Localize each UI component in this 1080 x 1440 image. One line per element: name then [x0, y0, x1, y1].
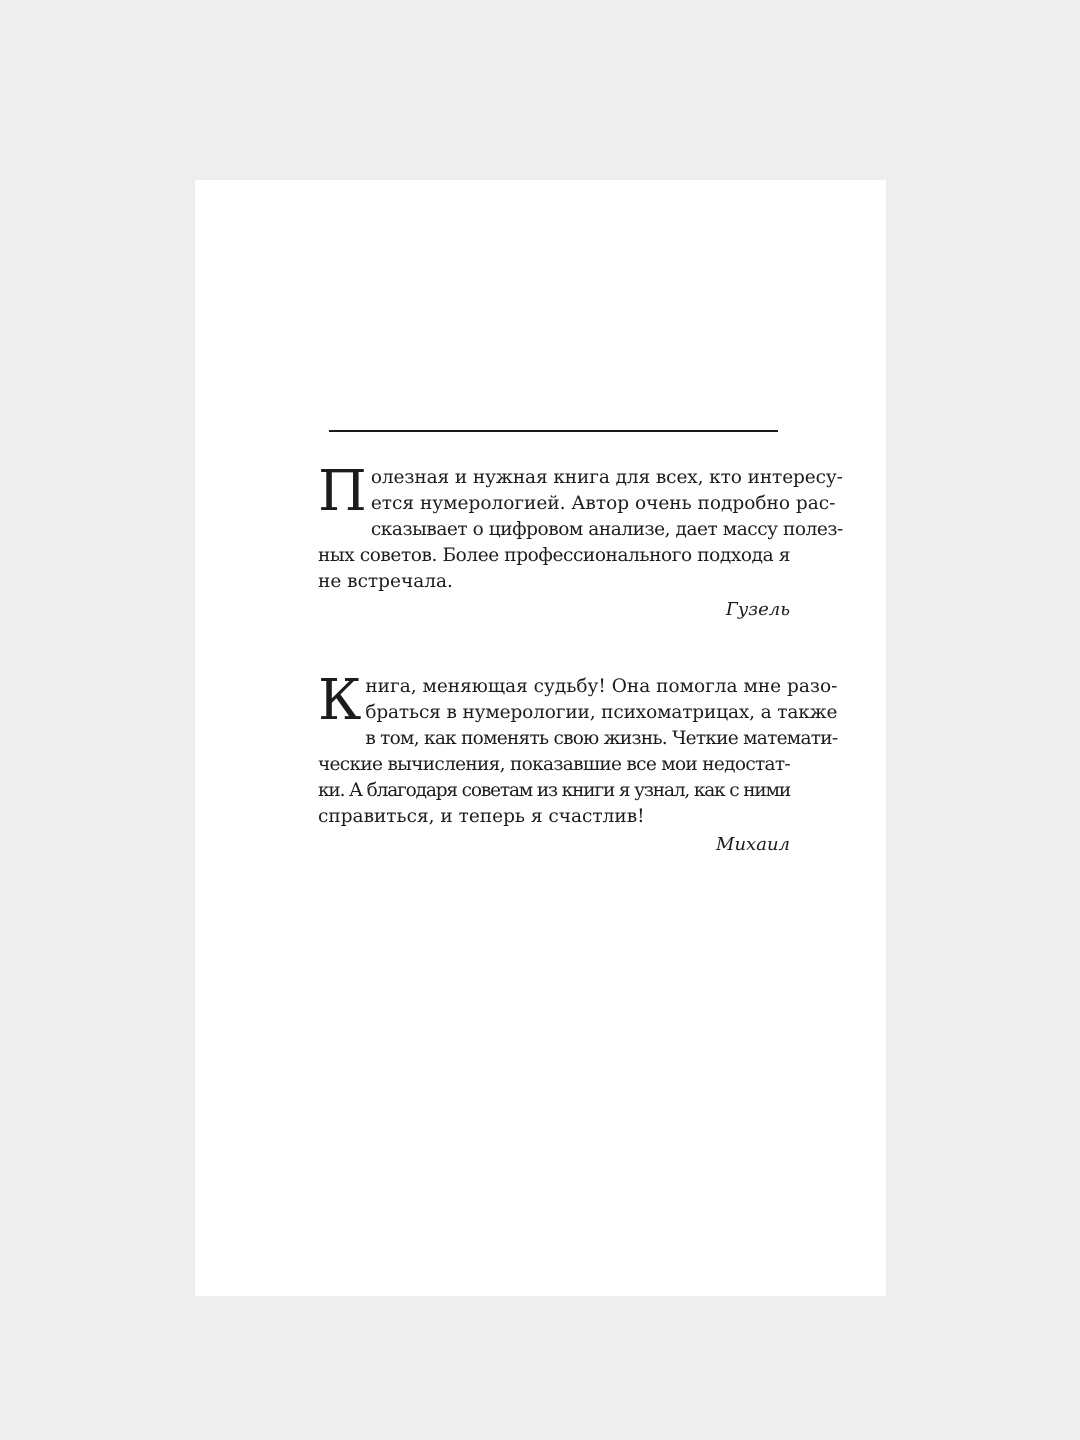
review-line: нига, меняющая судьбу! Она помогла мне разо-	[365, 676, 838, 697]
review-text	[318, 668, 838, 830]
review-guzel	[318, 459, 843, 623]
review-line: олезная и нужная книга для всех, кто интересу-	[370, 467, 843, 488]
review-line: сказывает о цифровом анализе, дает массу полез-	[370, 519, 843, 540]
drop-cap: К	[318, 668, 362, 733]
review-line: не встречала.	[318, 571, 453, 592]
review-line: в том, как поменять свою жизнь. Четкие математи-	[365, 728, 838, 749]
review-line: ки. А благодаря советам из книги я узнал, как с ними	[318, 780, 790, 801]
review-line: ных советов. Более профессионального подхода я	[318, 545, 790, 566]
horizontal-rule	[329, 430, 778, 432]
drop-cap: П	[318, 459, 367, 524]
review-text	[318, 459, 843, 595]
review-line: браться в нумерологии, психоматрицах, а также	[365, 702, 838, 723]
review-line: ется нумерологией. Автор очень подробно рас-	[370, 493, 836, 514]
book-page	[195, 180, 886, 1296]
review-line: справиться, и теперь я счастлив!	[318, 806, 645, 827]
review-author: Гузель	[725, 599, 790, 620]
review-line: ческие вычисления, показавшие все мои недостат-	[318, 754, 790, 775]
review-author: Михаил	[716, 834, 790, 855]
review-mikhail	[318, 668, 838, 858]
